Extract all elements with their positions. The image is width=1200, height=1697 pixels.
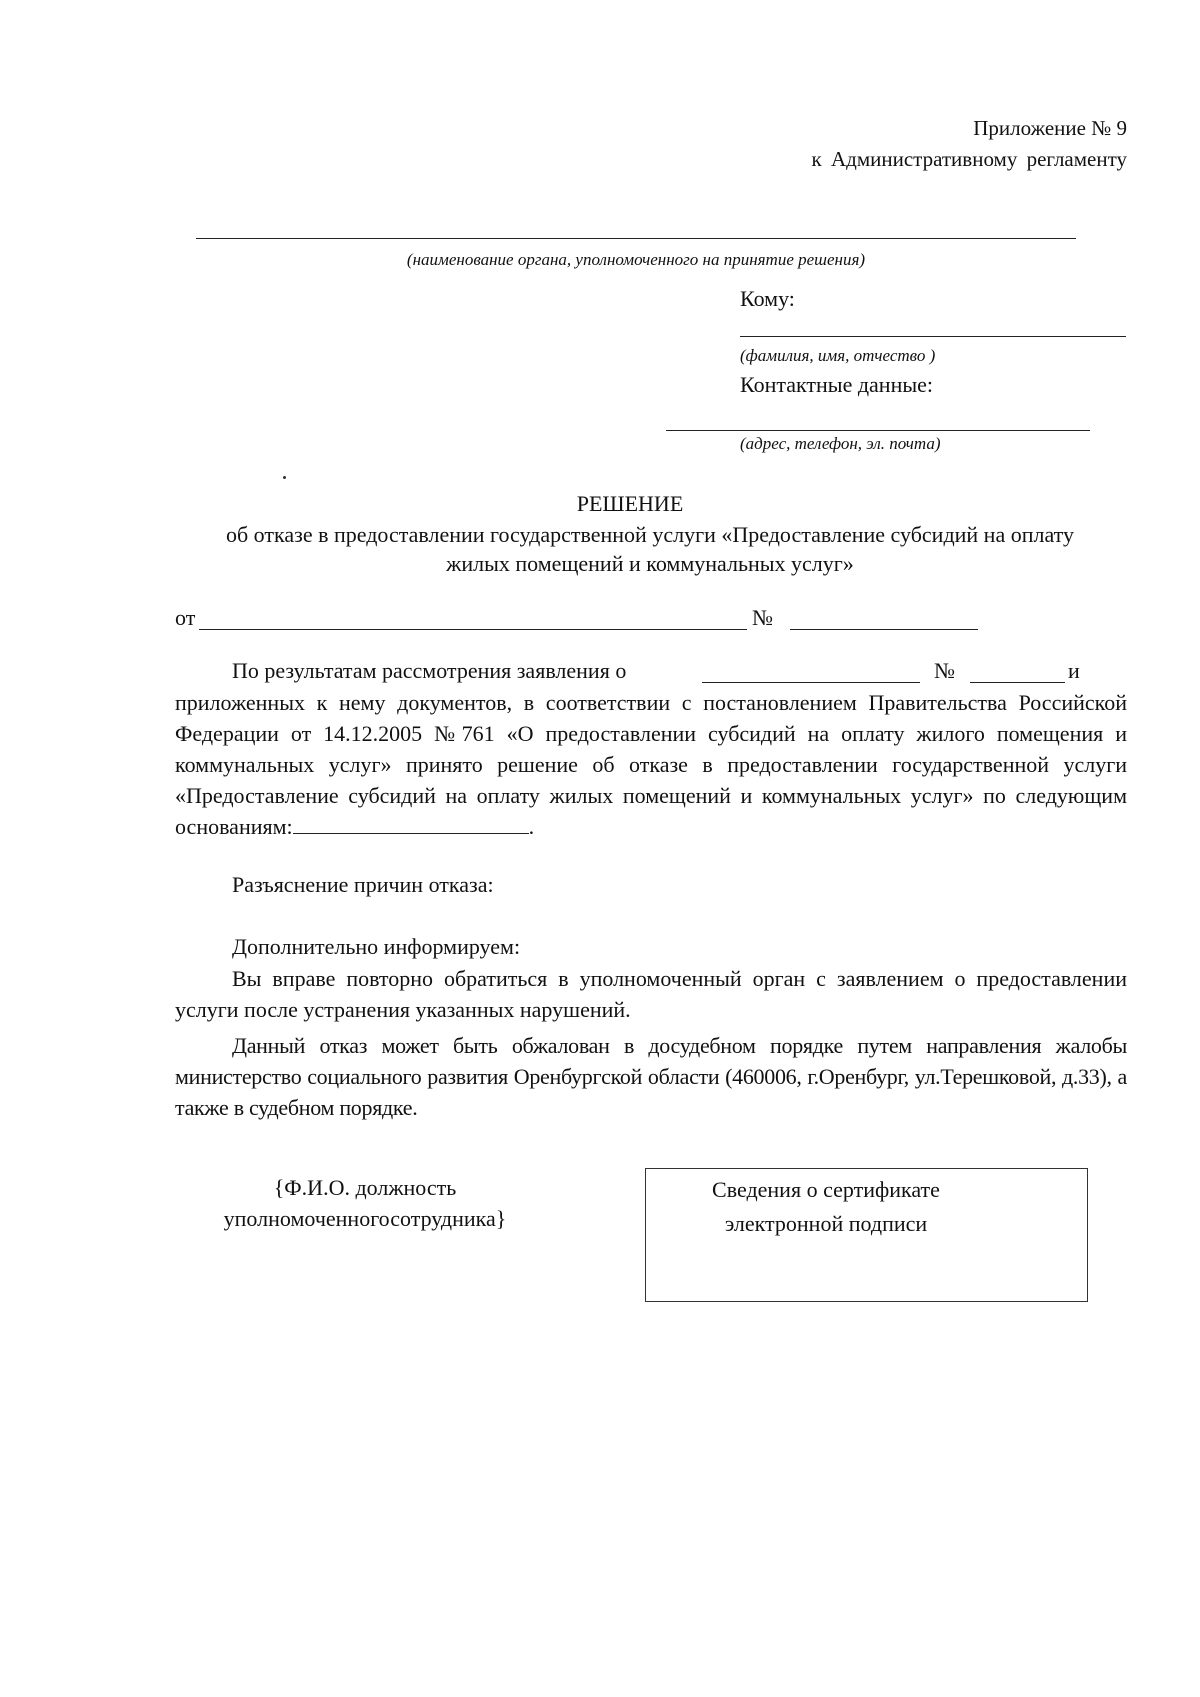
scan-speck	[283, 476, 286, 479]
appendix-number: Приложение № 9	[973, 116, 1127, 140]
legal-basis-text: приложенных к нему документов, в соответствии с постановлением Правительства Российской Федерации от 14.12.2005 №761 «О предоставлении субсидий на оплату жилого помещения и коммунальных услуг» принято решение об отказе в предоставлении государственной услуги «Предоставление субсидий на оплату жилых помещений и коммунальных услуг» по следующим основаниям:	[175, 690, 1127, 839]
conjunction-and: и	[1068, 658, 1080, 683]
certificate-info-line1: Сведения о сертификате	[712, 1177, 940, 1202]
additional-info-label: Дополнительно информируем:	[232, 934, 521, 959]
authority-name-line	[196, 238, 1076, 239]
recipient-name-caption: (фамилия, имя, отчество )	[740, 346, 936, 365]
contacts-label: Контактные данные:	[740, 372, 933, 397]
application-date-line	[702, 682, 920, 683]
regulation-reference: к Административному регламенту	[811, 147, 1127, 171]
decision-title: РЕШЕНИЕ	[576, 491, 684, 516]
decision-date-label: от	[175, 605, 196, 630]
appeal-paragraph: Данный отказ может быть обжалован в досудебном порядке путем направления жалобы министерство социального развития Оренбургской области (460006, г.Оренбург, ул.Терешковой, д.33), а также в судебном порядке.	[175, 1033, 1127, 1120]
authority-caption: (наименование органа, уполномоченного на принятие решения)	[406, 250, 866, 269]
certificate-info-line2: электронной подписи	[724, 1211, 928, 1236]
e-signature-certificate-box	[645, 1168, 1088, 1302]
decision-subtitle-line2: жилых помещений и коммунальных услуг»	[446, 551, 854, 576]
application-ref-text: По результатам рассмотрения заявления о	[232, 658, 627, 683]
official-name-position-line1: {Ф.И.О. должность	[273, 1175, 457, 1200]
application-number-line	[970, 682, 1065, 683]
decision-number-line	[790, 629, 978, 630]
decision-number-label: №	[752, 605, 773, 630]
reasons-label: Разъяснение причин отказа:	[232, 872, 494, 897]
recipient-label: Кому:	[740, 286, 795, 311]
contacts-caption: (адрес, телефон, эл. почта)	[740, 434, 941, 453]
legal-basis-paragraph: приложенных к нему документов, в соответствии с постановлением Правительства Российской Федерации от 14.12.2005 №761 «О предоставлении субсидий на оплату жилого помещения и коммунальных услуг» принято решение об отказе в предоставлении государственной услуги «Предоставление субсидий на оплату жилых помещений и коммунальных услуг» по следующим основаниям: .	[175, 690, 1127, 839]
recipient-name-line	[740, 336, 1126, 337]
decision-subtitle-line1: об отказе в предоставлении государственной услуги «Предоставление субсидий на оплату	[225, 522, 1074, 547]
application-number-label: №	[934, 658, 955, 683]
official-name-position-line2: уполномоченногосотрудника}	[223, 1206, 507, 1231]
reapply-paragraph: Вы вправе повторно обратиться в уполномоченный орган с заявлением о предоставлении услуги после устранения указанных нарушений.	[175, 966, 1127, 1022]
grounds-line	[293, 813, 529, 834]
decision-date-line	[199, 629, 747, 630]
contacts-line	[666, 430, 1090, 431]
